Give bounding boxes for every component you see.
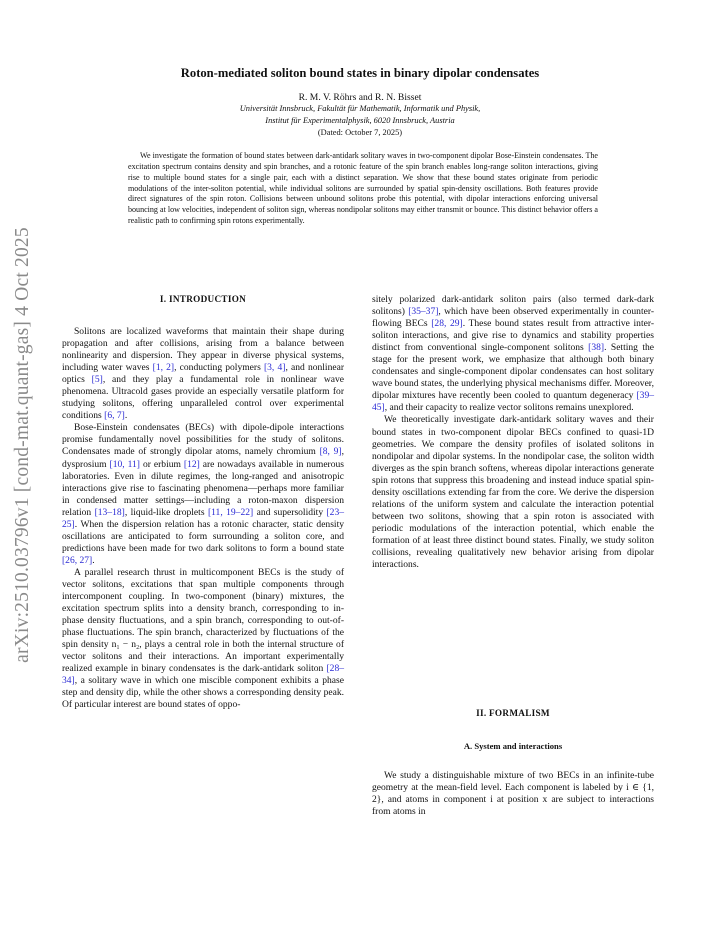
right-column xyxy=(372,294,654,571)
intro-paragraph-3-continued: sitely polarized dark-antidark soliton pairs (also termed dark-dark solitons) [35–37], which have been observed experimentally in counter-flowing BECs [28, 29]. These bound states result from attractive inter-soliton interactions, and give rise to dynamics and stability properties distinct from conventional single-component solitons [38]. Setting the stage for the present work, we emphasize that although both binary condensates and single-component dipolar condensates can host solitary wave bound states, the underlying physical mechanisms differ. Moreover, dipolar mixtures have recently been cooled to quantum degeneracy [39–45], and their capacity to realize vector solitons remains unexplored. xyxy=(372,294,655,414)
intro-paragraph-1: Solitons are localized waveforms that maintain their shape during propagation and after collisions, arising from a balance between nonlinearity and dispersion. They appear in diverse physical systems, including water waves [1, 2], conducting polymers [3, 4], and nonlinear optics [5], and they play a fundamental role in nonlinear wave phenomena. Ultracold gases provide an especially versatile platform for studying solitons, offering unparalleled control over experimental conditions [6, 7]. xyxy=(62,326,345,422)
citation-link[interactable]: [39–45] xyxy=(372,390,654,414)
subsection-heading-system: A. System and interactions xyxy=(463,741,563,751)
citation-link[interactable]: [11, 19–22] xyxy=(207,506,254,518)
citation-link[interactable]: [1, 2] xyxy=(152,362,175,374)
arxiv-id-text: arXiv:2510.03796v1 [cond-mat.quant-gas] 4 Oct 2025 xyxy=(12,227,33,663)
affiliation-line-2: Institut für Experimentalphysik, 6020 Innsbruck, Austria xyxy=(265,116,455,125)
citation-link[interactable]: [10, 11] xyxy=(109,458,140,470)
left-column xyxy=(62,326,344,712)
citation-link[interactable]: [3, 4] xyxy=(263,362,286,374)
citation-link[interactable]: [6, 7] xyxy=(104,410,125,422)
citation-link[interactable]: [5] xyxy=(91,374,103,386)
citation-link[interactable]: [28–34] xyxy=(62,663,344,687)
citation-link[interactable]: [12] xyxy=(183,458,200,470)
citation-link[interactable]: [28, 29] xyxy=(431,318,463,330)
date: (Dated: October 7, 2025) xyxy=(317,128,403,137)
paper-title: Roton-mediated soliton bound states in binary dipolar condensates xyxy=(180,66,540,80)
affiliation-line-1: Universität Innsbruck, Fakultät für Mathematik, Informatik und Physik, xyxy=(239,104,481,113)
citation-link[interactable]: [38] xyxy=(588,342,605,354)
formalism-column xyxy=(372,770,654,818)
arxiv-identifier xyxy=(8,218,38,672)
citation-link[interactable]: [35–37] xyxy=(408,306,439,318)
citation-link[interactable]: [26, 27] xyxy=(62,554,93,566)
section-heading-formalism: II. FORMALISM xyxy=(476,708,550,718)
intro-paragraph-4: We theoretically investigate dark-antidark solitary waves and their bound states in two-component dipolar BECs confined to quasi-1D geometries. We compare the density profiles of isolated solitons in nondipolar and dipolar systems. In the nondipolar case, the soliton width diverges as the spin branch softens, whereas dipolar interactions generate spin rotons that suppress this broadening and instead induce spatial spin-density oscillations extending far from the core. We derive the dispersion relations of the uniform system and calculate the interaction potential between two solitons, showing that a spin roton is associated with periodic modulations of the interaction potential, which enable the formation of at least three distinct bound states. Finally, we study soliton collisions, revealing qualitatively new behavior arising from dipolar interactions. xyxy=(372,414,654,571)
citation-link[interactable]: [13–18] xyxy=(94,506,125,518)
formalism-paragraph-1: We study a distinguishable mixture of two BECs in an infinite-tube geometry at the mean-field level. Each component is labeled by i ∈ {1, 2}, and atoms in component i at position x are subject to interactions from atoms in xyxy=(372,770,654,818)
citation-link[interactable]: [8, 9] xyxy=(319,446,342,458)
intro-paragraph-2: Bose-Einstein condensates (BECs) with dipole-dipole interactions promise fundamentally novel possibilities for the study of solitons. Condensates made of strongly dipolar atoms, namely chromium [8, 9], dysprosium [10, 11] or erbium [12] are nowadays available in numerous laboratories. Even in dilute regimes, the long-ranged and anisotropic interactions give rise to fascinating phenomena—perhaps more familiar in condensed matter settings—including a roton-maxon dispersion relation [13–18], liquid-like droplets [11, 19–22] and supersolidity [23–25]. When the dispersion relation has a rotonic character, static density oscillations are anticipated to form surrounding a soliton core, and predictions have been made for two dark solitons to form a bound state [26, 27]. xyxy=(62,422,344,566)
intro-paragraph-3: A parallel research thrust in multicomponent BECs is the study of vector solitons, excitations that span multiple components through intercomponent coupling. In two-component (binary) mixtures, the excitation spectrum splits into a density branch, corresponding to in-phase density fluctuations, and a spin branch, corresponding to out-of-phase fluctuations. The spin branch, characterized by fluctuations of the spin density n₁ − n₂, plays a central role in both the internal structure of vector solitons and their interactions. An important experimentally realized example in binary condensates is the dark-antidark soliton [28–34], a solitary wave in which one miscible component exhibits a phase step and density dip, while the other shows a corresponding density peak. Of particular interest are bound states of oppo- xyxy=(62,566,344,711)
authors: R. M. V. Röhrs and R. N. Bisset xyxy=(298,92,422,103)
abstract: We investigate the formation of bound states between dark-antidark solitary waves in two-component dipolar Bose-Einstein condensates. The excitation spectrum contains density and spin branches, and a rotonic feature of the spin branch enables long-range soliton interactions, giving rise to multiple bound states for a single pair, each with a distinct separation. We show that these bound states originate from periodic modulations of the inter-soliton potential, while individual solitons are surrounded by spatial spin-density oscillations. Both features provide direct signatures of the spin roton. Collisions between unbound solitons probe this potential, with dipolar interactions enforcing universal bouncing at low velocities, independent of soliton sign, whereas nondipolar solitons may either transmit or bounce. This distinct behavior offers a realistic path to confirming spin rotons experimentally. xyxy=(128,151,598,226)
citation-link[interactable]: [23–25] xyxy=(62,506,344,530)
section-heading-introduction: I. INTRODUCTION xyxy=(159,294,247,304)
